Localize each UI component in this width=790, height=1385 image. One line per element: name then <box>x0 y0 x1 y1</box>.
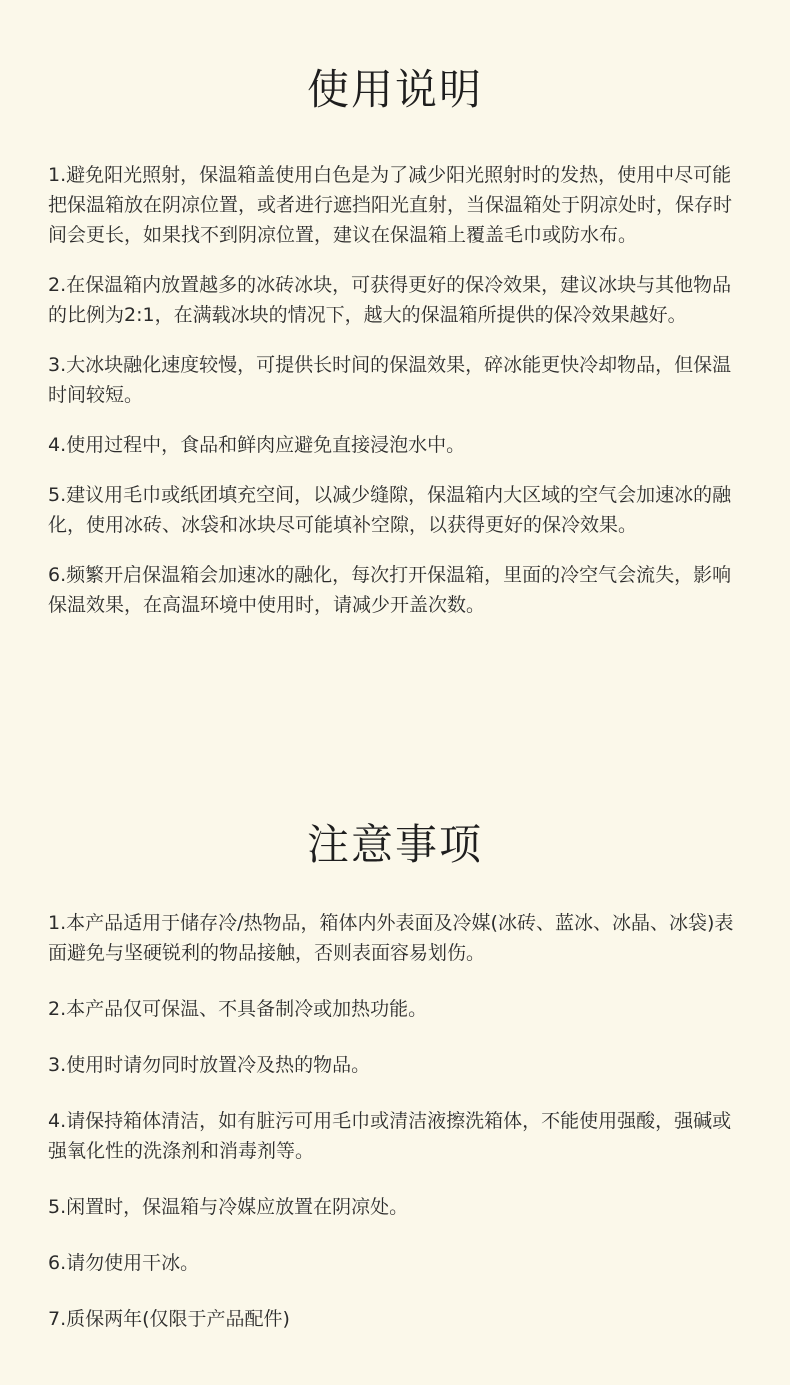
precaution-item-5: 5.闲置时，保温箱与冷媒应放置在阴凉处。 <box>48 1196 409 1218</box>
usage-item-2: 2.在保温箱内放置越多的冰砖冰块，可获得更好的保冷效果，建议冰块与其他物品的比例为2:1，在满载冰块的情况下，越大的保温箱所提供的保冷效果越好。 <box>48 274 732 326</box>
precaution-item-4: 4.请保持箱体清洁，如有脏污可用毛巾或清洁液擦洗箱体，不能使用强酸，强碱或强氧化性的洗涤剂和消毒剂等。 <box>48 1110 732 1162</box>
usage-item-1: 1.避免阳光照射，保温箱盖使用白色是为了减少阳光照射时的发热，使用中尽可能把保温箱放在阴凉位置，或者进行遮挡阳光直射，当保温箱处于阴凉处时，保存时间会更长，如果找不到阴凉位置，建议在保温箱上覆盖毛巾或防水布。 <box>48 164 733 246</box>
precaution-item-1: 1.本产品适用于储存冷/热物品，箱体内外表面及冷媒(冰砖、蓝冰、冰晶、冰袋)表面避免与坚硬锐利的物品接触，否则表面容易划伤。 <box>48 912 734 964</box>
usage-item-3: 3.大冰块融化速度较慢，可提供长时间的保温效果，碎冰能更快冷却物品，但保温时间较短。 <box>48 354 732 406</box>
usage-instructions-list <box>0 160 748 620</box>
precaution-item-7: 7.质保两年(仅限于产品配件) <box>48 1308 290 1330</box>
usage-item-4: 4.使用过程中，食品和鲜肉应避免直接浸泡水中。 <box>48 434 466 456</box>
precautions-list <box>0 908 748 1334</box>
precaution-item-2: 2.本产品仅可保温、不具备制冷或加热功能。 <box>48 998 428 1020</box>
precaution-item-6: 6.请勿使用干冰。 <box>48 1252 200 1274</box>
usage-item-6: 6.频繁开启保温箱会加速冰的融化，每次打开保温箱，里面的冷空气会流失，影响保温效果，在高温环境中使用时，请减少开盖次数。 <box>48 564 732 616</box>
precautions-section <box>0 815 790 1360</box>
precaution-item-3: 3.使用时请勿同时放置冷及热的物品。 <box>48 1054 371 1076</box>
usage-instructions-section <box>0 60 790 640</box>
usage-item-5: 5.建议用毛巾或纸团填充空间，以减少缝隙，保温箱内大区域的空气会加速冰的融化，使用冰砖、冰袋和冰块尽可能填补空隙，以获得更好的保冷效果。 <box>48 484 732 536</box>
usage-instructions-title: 使用说明 <box>306 65 483 114</box>
precautions-title: 注意事项 <box>306 820 483 869</box>
